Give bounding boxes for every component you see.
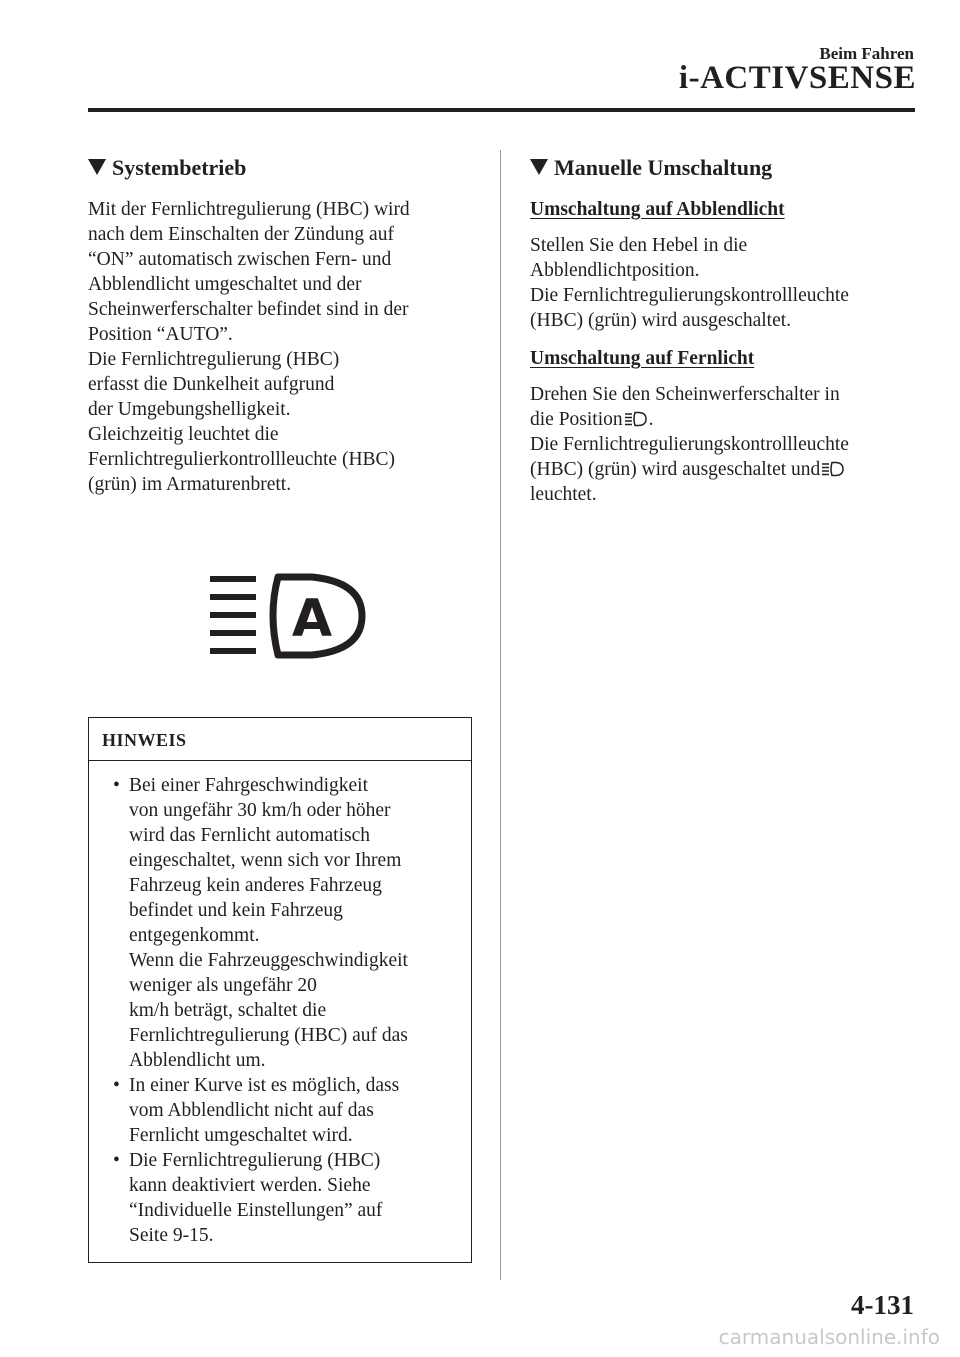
abblendlicht-paragraph: Stellen Sie den Hebel in die Abblendlichtposition. Die Fernlichtregulierungskontrollleuchte (HBC) (grün) wird ausgeschaltet.	[530, 235, 849, 331]
fernlicht-subheading: Umschaltung auf Fernlicht	[530, 348, 755, 369]
hinweis-title: HINWEIS	[89, 718, 471, 761]
fernlicht-text-a: Drehen Sie den Scheinwerferschalter in die Position	[530, 384, 840, 430]
high-beam-icon	[822, 461, 844, 477]
heading-text: Manuelle Umschaltung	[554, 155, 773, 180]
abblendlicht-subheading: Umschaltung auf Abblendlicht	[530, 199, 785, 220]
fernlicht-text-c: Die Fernlichtregulierungskontrollleuchte (HBC) (grün) wird ausgeschaltet und	[530, 434, 849, 480]
systembetrieb-paragraph: Mit der Fernlichtregulierung (HBC) wird nach dem Einschalten der Zündung auf “ON” automatisch zwischen Fern- und Abblendlicht umgeschaltet und der Scheinwerferschalter befindet sind in der Position “AUTO”. Die Fernlichtregulierung (HBC) erfasst die Dunkelheit aufgrund der Umgebungshelligkeit. Gleichzeitig leuchtet die Fernlichtregulierkontrollleuchte (HBC) (grün) im Armaturenbrett.	[88, 199, 410, 495]
systembetrieb-heading	[88, 155, 478, 181]
page-number: 4-131	[851, 1290, 914, 1320]
fernlicht-text-b: .	[648, 409, 654, 430]
list-item	[105, 1148, 459, 1248]
bullet-icon: •	[113, 1150, 120, 1171]
list-item	[105, 1073, 459, 1148]
fernlicht-paragraph	[530, 382, 930, 507]
heading-text: Systembetrieb	[112, 155, 247, 180]
figure-letter: A	[291, 589, 333, 649]
header-rule	[88, 108, 915, 112]
manuelle-umschaltung-heading	[530, 155, 930, 181]
hinweis-list	[89, 761, 471, 1248]
right-column	[530, 155, 930, 520]
fernlicht-text-d: leuchtet.	[530, 484, 597, 505]
auto-high-beam-indicator-icon	[208, 570, 368, 662]
list-item-text: Bei einer Fahrgeschwindigkeit von ungefähr 30 km/h oder höher wird das Fernlicht automatisch eingeschaltet, wenn sich vor Ihrem Fahrzeug kein anderes Fahrzeug befindet und kein Fahrzeug entgegenkommt. Wenn die Fahrzeuggeschwindigkeit weniger als ungefähr 20 km/h beträgt, schaltet die Fernlichtregulierung (HBC) auf das Abblendlicht um.	[129, 775, 408, 1071]
chapter-label: Beim Fahren	[819, 44, 914, 63]
column-divider	[500, 150, 501, 1280]
left-column	[88, 155, 478, 497]
hinweis-box	[88, 717, 472, 1263]
list-item-text: Die Fernlichtregulierung (HBC) kann deaktiviert werden. Siehe “Individuelle Einstellungen” auf Seite 9-15.	[129, 1150, 383, 1246]
list-item-text: In einer Kurve ist es möglich, dass vom Abblendlicht nicht auf das Fernlicht umgeschaltet wird.	[129, 1075, 400, 1146]
triangle-marker-icon	[88, 159, 106, 175]
high-beam-icon	[625, 411, 647, 427]
list-item	[105, 773, 459, 1073]
watermark[interactable]: carmanualsonline.info	[718, 1325, 940, 1349]
triangle-marker-icon	[530, 159, 548, 175]
bullet-icon: •	[113, 1075, 120, 1096]
section-title: i-ACTIVSENSE	[678, 60, 916, 96]
bullet-icon: •	[113, 775, 120, 796]
